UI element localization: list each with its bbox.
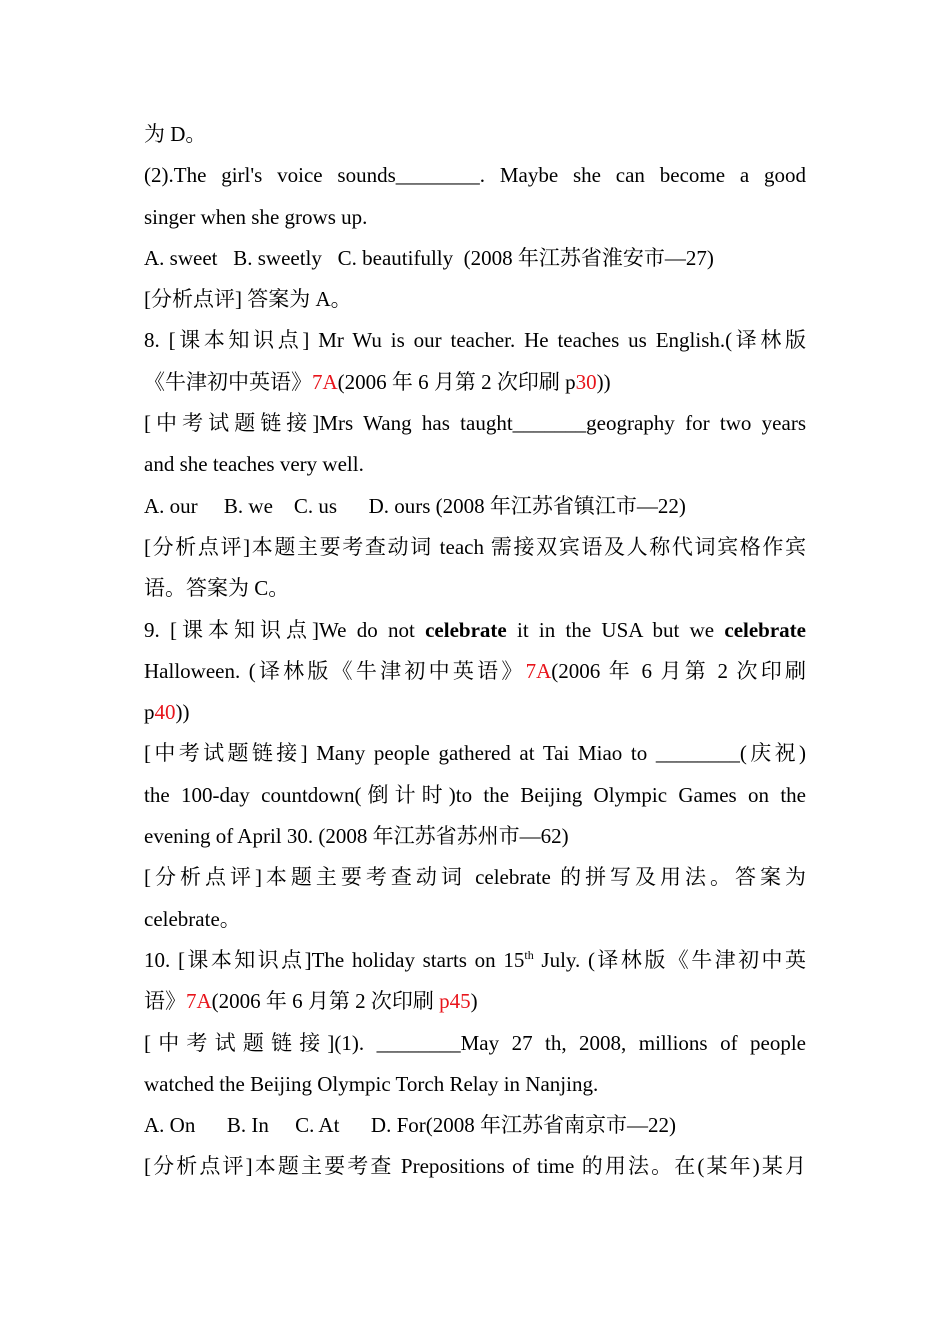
item-10-heading xyxy=(144,940,806,981)
keyword: celebrate xyxy=(724,617,806,642)
analysis-comment: [分析点评] 答案为 A。 xyxy=(144,287,352,312)
item-8-heading: 8. [课本知识点] Mr Wu is our teacher. He teaches us English.(译林版 xyxy=(144,328,806,353)
text-line: celebrate。 xyxy=(144,906,241,931)
text-line: and she teaches very well. xyxy=(144,452,364,477)
text-line: evening of April 30. (2008 年江苏省苏州市—62) xyxy=(144,824,569,849)
text-line: the 100-day countdown(倒计时)to the Beijing Olympic Games on the xyxy=(144,782,806,807)
book-title: 《牛津初中英语》 xyxy=(144,369,312,394)
text-line: 为 D。 xyxy=(144,122,207,146)
exam-link: [中考试题链接] Many people gathered at Tai Miao to ________(庆祝) xyxy=(144,741,806,766)
text-segment: Halloween. (译林版《牛津初中英语》 xyxy=(144,658,526,683)
superscript: th xyxy=(524,947,534,962)
text-line: 语。答案为 C。 xyxy=(144,576,290,601)
text-segment: 语》 xyxy=(144,989,186,1014)
textbook-reference xyxy=(144,981,806,1022)
grade-label: 7A xyxy=(525,658,552,683)
print-info: (2006 年 6 月第 2 次印刷 xyxy=(211,989,440,1014)
text-line: singer when she grows up. xyxy=(144,204,368,229)
exam-link: [中考试题链接]Mrs Wang has taught_______geography for two years xyxy=(144,411,806,436)
textbook-reference xyxy=(144,651,806,692)
page-number: 40 xyxy=(154,700,176,725)
text-segment: )) xyxy=(596,369,611,394)
question-2-stem: (2).The girl's voice sounds________. Maybe she can become a good xyxy=(144,163,806,188)
page-number: 30 xyxy=(575,369,597,394)
document-page xyxy=(144,114,806,1188)
analysis-comment: [分析点评]本题主要考查 Prepositions of time 的用法。在(某年)某月 xyxy=(144,1154,806,1179)
text-segment: 10. [课本知识点]The holiday starts on 15 xyxy=(144,947,525,972)
text-segment: )) xyxy=(175,700,190,725)
textbook-reference xyxy=(144,362,806,403)
grade-label: 7A xyxy=(312,369,338,394)
keyword: celebrate xyxy=(425,617,507,642)
answer-options: A. sweet B. sweetly C. beautifully (2008 年江苏省淮安市—27) xyxy=(144,245,714,270)
page-number: p45 xyxy=(439,989,471,1014)
analysis-comment: [分析点评]本题主要考查动词 teach 需接双宾语及人称代词宾格作宾 xyxy=(144,534,806,559)
text-segment: it in the USA but we xyxy=(506,617,725,642)
answer-options: A. our B. we C. us D. ours (2008 年江苏省镇江市—22) xyxy=(144,493,686,518)
text-line: watched the Beijing Olympic Torch Relay in Nanjing. xyxy=(144,1071,599,1096)
text-segment: July. (译林版《牛津初中英 xyxy=(533,947,806,972)
text-line xyxy=(144,692,806,733)
answer-options: A. On B. In C. At D. For(2008 年江苏省南京市—22) xyxy=(144,1113,677,1138)
item-9-heading xyxy=(144,610,806,651)
text-segment: ) xyxy=(470,989,478,1014)
text-segment: 9. [课本知识点]We do not xyxy=(144,617,426,642)
text-segment: p xyxy=(144,700,155,725)
print-info: (2006 年 6 月第 2 次印刷 xyxy=(551,658,806,683)
exam-link: [中考试题链接](1). ________May 27 th, 2008, millions of people xyxy=(144,1030,806,1055)
analysis-comment: [分析点评]本题主要考查动词 celebrate 的拼写及用法。答案为 xyxy=(144,865,806,890)
print-info: (2006 年 6 月第 2 次印刷 p xyxy=(337,369,576,394)
grade-label: 7A xyxy=(186,989,212,1014)
